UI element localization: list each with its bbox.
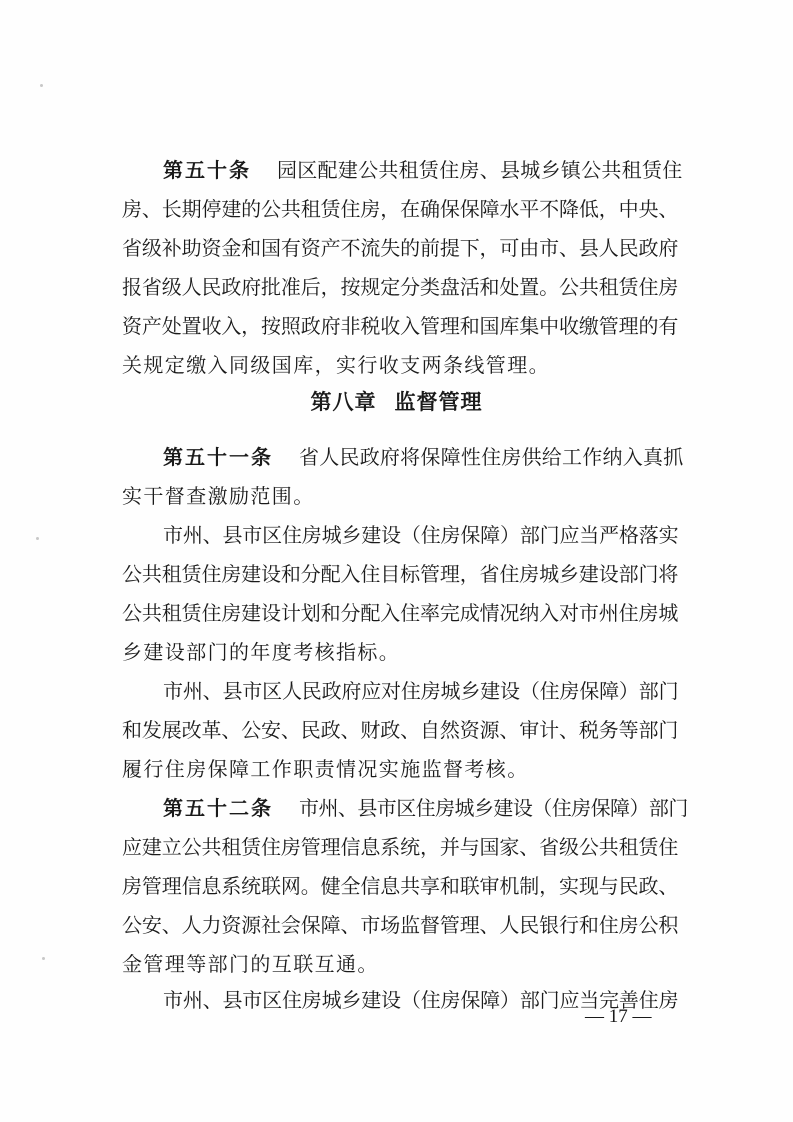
article-51-text: 省人民政府将保障性住房供给工作纳入真抓 — [299, 445, 684, 469]
article-50-line-5: 资产处置收入，按照政府非税收入管理和国库集中收缴管理的有 — [122, 314, 679, 338]
article-52-line-3: 房管理信息系统联网。健全信息共享和联审机制，实现与民政、 — [122, 874, 679, 898]
article-51-line-1 — [163, 437, 683, 477]
scan-speck — [36, 537, 39, 540]
article-52-line-4: 公安、人力资源社会保障、市场监督管理、人民银行和住房公积 — [122, 913, 679, 937]
scan-speck — [40, 84, 43, 87]
article-51-para2-line-4: 乡建设部门的年度考核指标。 — [122, 640, 401, 664]
article-52-label: 第五十二条 — [163, 796, 273, 820]
chapter-title: 监督管理 — [394, 390, 483, 414]
article-51-label: 第五十一条 — [163, 445, 273, 469]
article-50-text: 园区配建公共租赁住房、县城乡镇公共租赁住 — [277, 158, 683, 182]
article-51-para2-line-1: 市州、县市区住房城乡建设（住房保障）部门应当严格落实 — [163, 523, 679, 547]
article-50-line-1 — [163, 150, 683, 190]
article-50-line-4: 报省级人民政府批准后，按规定分类盘活和处置。公共租赁住房 — [122, 275, 679, 299]
scan-speck — [42, 957, 45, 960]
article-52-line-5: 金管理等部门的互联互通。 — [122, 952, 379, 976]
article-50-label: 第五十条 — [163, 158, 251, 182]
page-number: — 17 — — [585, 1006, 652, 1027]
article-52-line-2: 应建立公共租赁住房管理信息系统，并与国家、省级公共租赁住 — [122, 835, 679, 859]
article-51-para3-line-1: 市州、县市区人民政府应对住房城乡建设（住房保障）部门 — [163, 679, 679, 703]
article-52-line-1 — [163, 788, 688, 828]
article-51-para3-line-2: 和发展改革、公安、民政、财政、自然资源、审计、税务等部门 — [122, 718, 679, 742]
article-52-text: 市州、县市区住房城乡建设（住房保障）部门 — [299, 796, 688, 820]
article-51-para2-line-2: 公共租赁住房建设和分配入住目标管理，省住房城乡建设部门将 — [122, 562, 679, 586]
article-51-para3-line-3: 履行住房保障工作职责情况实施监督考核。 — [122, 757, 529, 781]
article-51-line-2: 实干督查激励范围。 — [122, 484, 315, 508]
article-50-line-2: 房、长期停建的公共租赁住房，在确保保障水平不降低，中央、 — [122, 197, 679, 221]
chapter-number: 第八章 — [310, 390, 377, 414]
article-50-line-3: 省级补助资金和国有资产不流失的前提下，可由市、县人民政府 — [122, 236, 679, 260]
article-51-para2-line-3: 公共租赁住房建设计划和分配入住率完成情况纳入对市州住房城 — [122, 601, 679, 625]
article-52-para2-line-1: 市州、县市区住房城乡建设（住房保障）部门应当完善住房 — [163, 988, 679, 1012]
article-50-line-6: 关规定缴入同级国库，实行收支两条线管理。 — [122, 353, 550, 377]
chapter-heading — [0, 382, 793, 422]
